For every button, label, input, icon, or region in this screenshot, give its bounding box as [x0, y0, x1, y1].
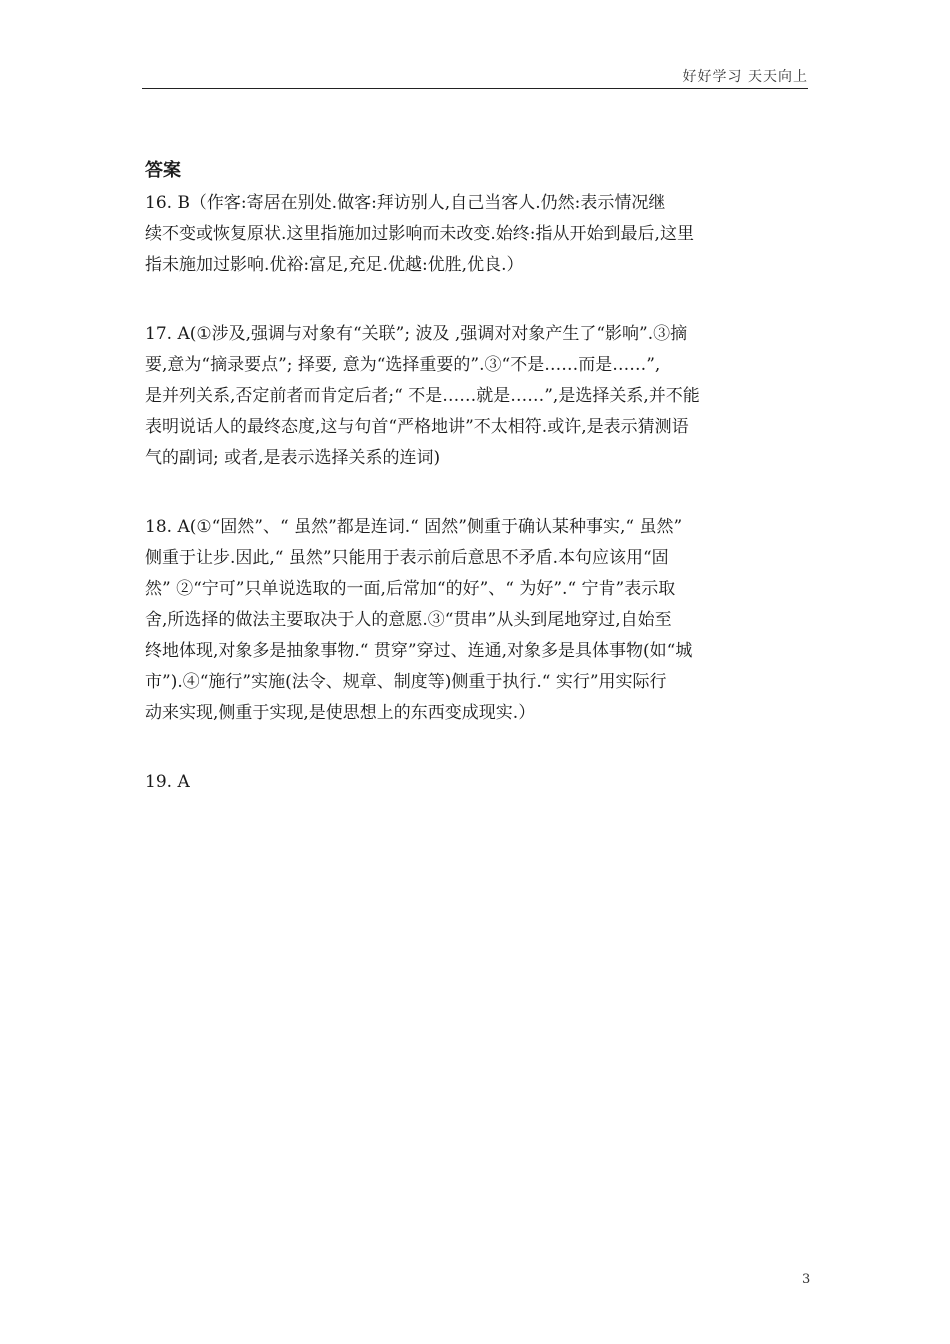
answer-line: 17. A(①涉及,强调与对象有“关联”; 波及 ,强调对对象产生了“影响”.③摘: [145, 324, 688, 344]
answer-line: 表明说话人的最终态度,这与句首“严格地讲”不太相符.或许,是表示猜测语: [145, 417, 689, 437]
answer-line: 是并列关系,否定前者而肯定后者;“ 不是……就是……”,是选择关系,并不能: [145, 386, 700, 406]
answer-line: 19. A: [145, 772, 190, 792]
answer-line: 指未施加过影响.优裕:富足,充足.优越:优胜,优良.）: [145, 255, 524, 275]
answer-line: 市”).④“施行”实施(法令、规章、制度等)侧重于执行.“ 实行”用实际行: [145, 672, 667, 692]
answer-line: 然” ②“宁可”只单说选取的一面,后常加“的好”、“ 为好”.“ 宁肯”表示取: [145, 579, 676, 599]
section-title: 答案: [145, 160, 181, 181]
header-divider: [142, 88, 808, 89]
answer-16: [145, 188, 825, 281]
answer-line: 要,意为“摘录要点”; 择要, 意为“选择重要的”.③“不是……而是……”,: [145, 355, 661, 375]
page-number: 3: [802, 1272, 811, 1287]
answer-line: 18. A(①“固然”、“ 虽然”都是连词.“ 固然”侧重于确认某种事实,“ 虽然”: [145, 517, 683, 537]
answer-line: 续不变或恢复原状.这里指施加过影响而未改变.始终:指从开始到最后,这里: [145, 224, 694, 244]
page-header: 好好学习 天天向上: [682, 69, 808, 85]
answer-line: 气的副词; 或者,是表示选择关系的连词): [145, 448, 441, 468]
answer-line: 动来实现,侧重于实现,是使思想上的东西变成现实.）: [145, 703, 536, 723]
answer-line: 侧重于让步.因此,“ 虽然”只能用于表示前后意思不矛盾.本句应该用“固: [145, 548, 669, 568]
answer-19: [145, 767, 825, 798]
answer-line: 终地体现,对象多是抽象事物.“ 贯穿”穿过、连通,对象多是具体事物(如“城: [145, 641, 693, 661]
document-body: [145, 156, 825, 836]
answer-line: 舍,所选择的做法主要取决于人的意愿.③“贯串”从头到尾地穿过,自始至: [145, 610, 672, 630]
answer-17: [145, 319, 825, 474]
answer-18: [145, 512, 825, 729]
answer-line: 16. B（作客:寄居在别处.做客:拜访别人,自己当客人.仍然:表示情况继: [145, 193, 666, 213]
